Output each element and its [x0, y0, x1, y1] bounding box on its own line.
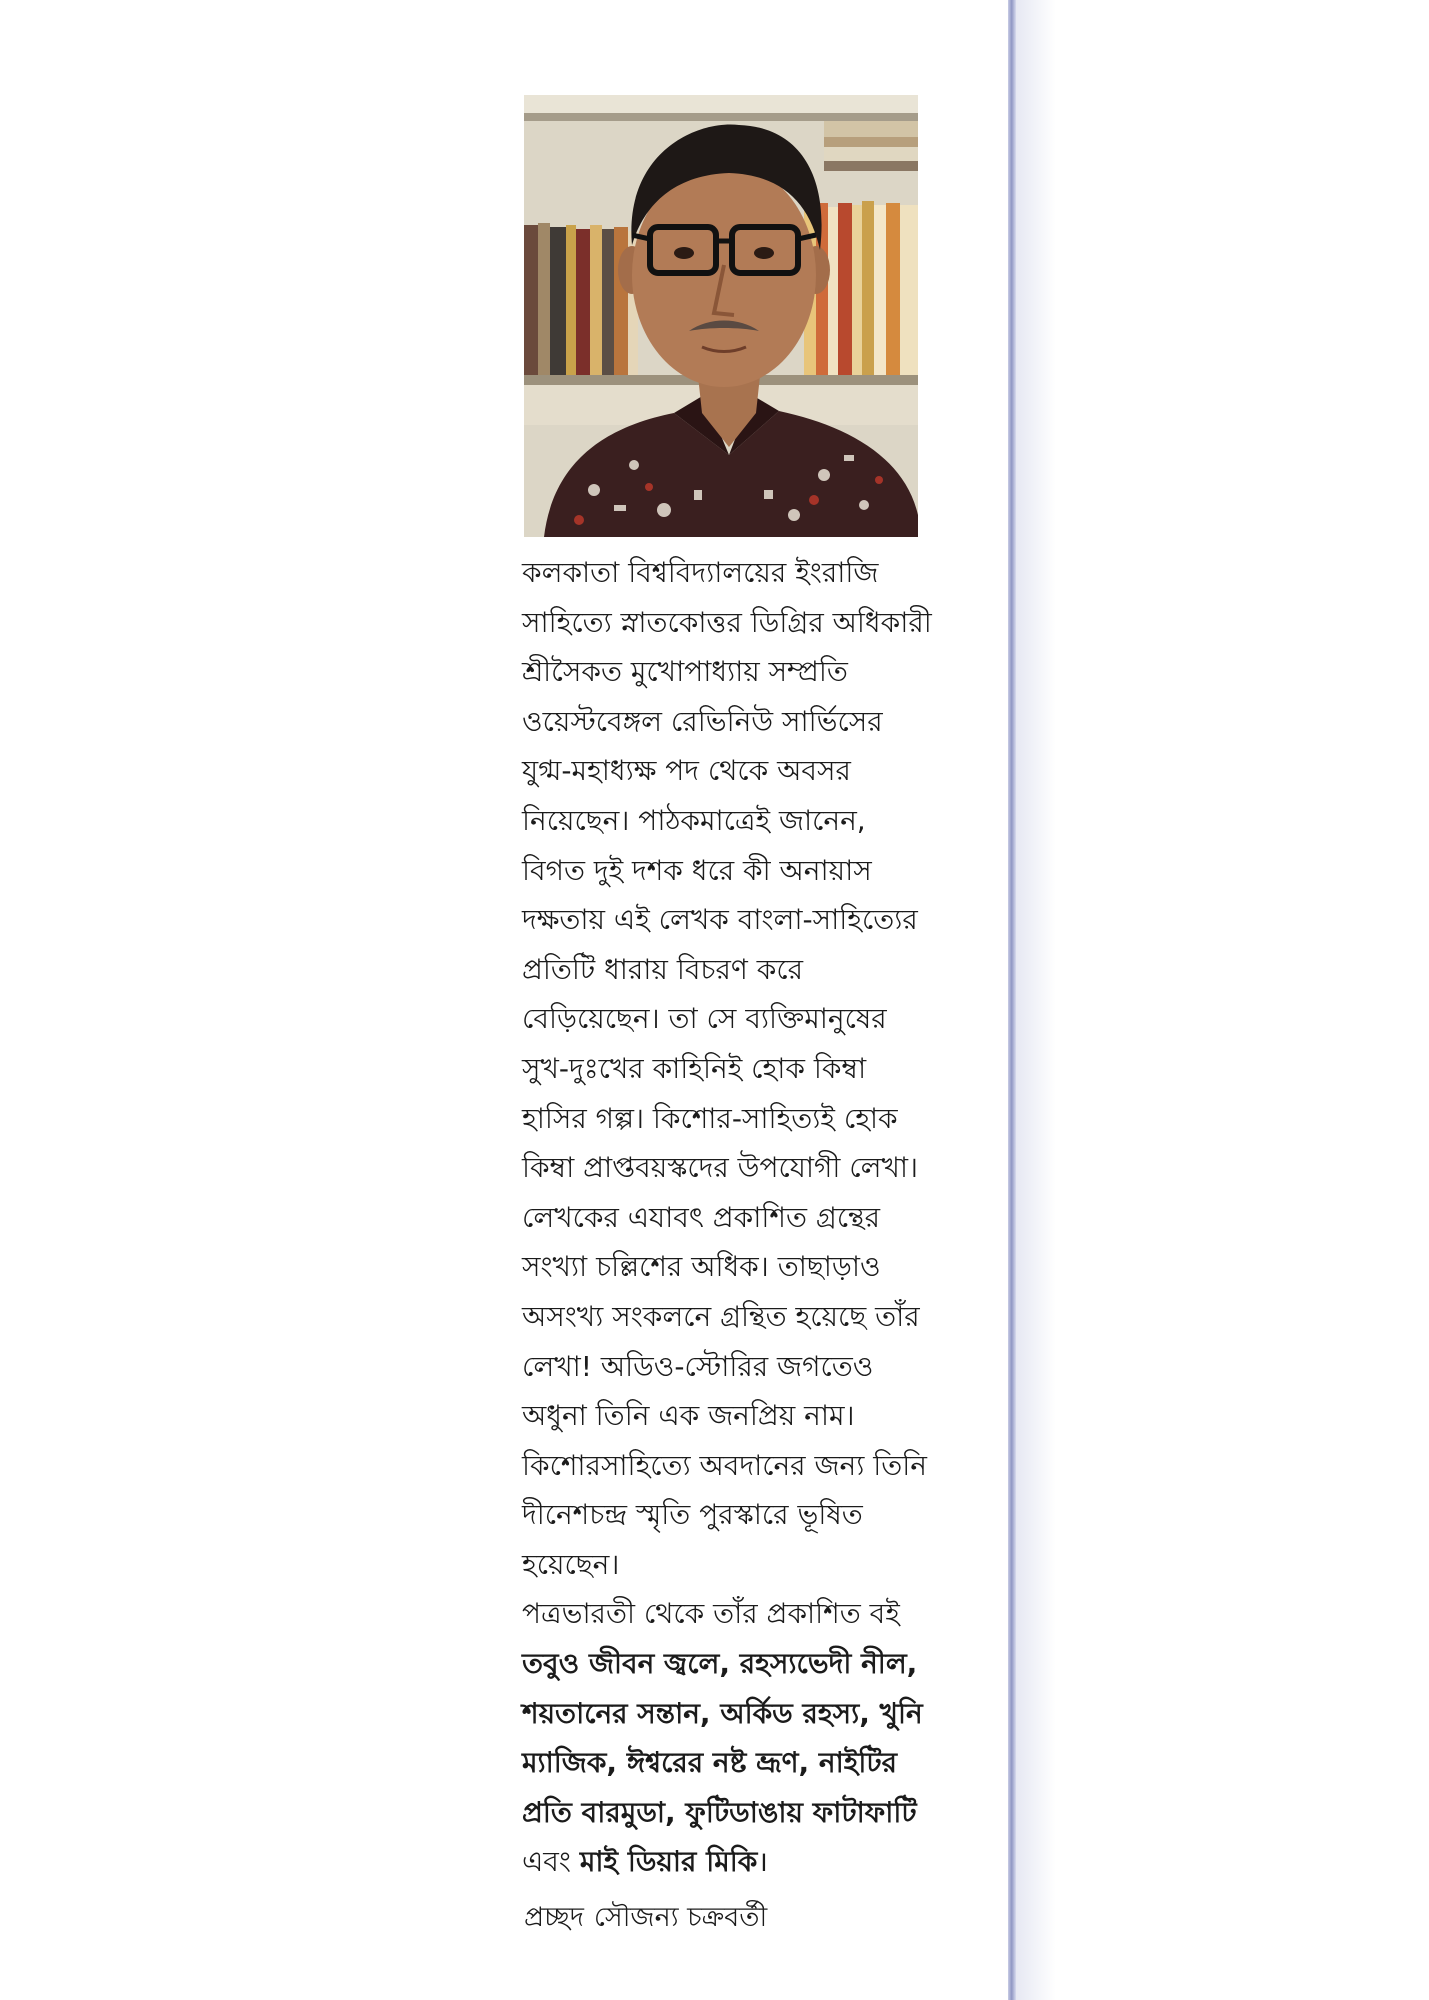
cover-credit-label: প্রচ্ছদ — [524, 1902, 584, 1933]
bio-line: ওয়েস্টবেঙ্গল রেভিনিউ সার্ভিসের — [522, 704, 883, 738]
author-photo — [524, 95, 918, 537]
bio-line: যুগ্ম-মহাধ্যক্ষ পদ থেকে অবসর — [522, 754, 851, 788]
page-fold-shadow — [1016, 0, 1056, 2000]
bio-line: দক্ষতায় এই লেখক বাংলা-সাহিত্যের — [522, 903, 918, 937]
bio-line: কিম্বা প্রাপ্তবয়স্কদের উপযোগী লেখা। — [522, 1151, 918, 1185]
bio-line: দীনেশচন্দ্র স্মৃতি পুরস্কারে ভূষিত — [522, 1498, 863, 1532]
bio-line: নিয়েছেন। পাঠকমাত্রেই জানেন, — [522, 803, 866, 837]
book-list-last-line — [522, 1837, 942, 1887]
bio-line: বিগত দুই দশক ধরে কী অনায়াস — [522, 853, 872, 887]
book-list-line: ম্যাজিক, ঈশ্বরের নষ্ট ভ্রূণ, নাইটির — [522, 1746, 898, 1780]
bio-line: প্রতিটি ধারায় বিচরণ করে — [522, 952, 803, 986]
cover-credit — [524, 1898, 767, 1938]
bio-line: অধুনা তিনি এক জনপ্রিয় নাম। — [522, 1399, 855, 1433]
bio-line: হয়েছেন। — [522, 1547, 620, 1581]
book-list-line: প্রতি বারমুডা, ফুটিডাঙায় ফাটাফাটি — [522, 1795, 917, 1829]
bio-line: সাহিত্যে স্নাতকোত্তর ডিগ্রির অধিকারী — [522, 605, 932, 639]
bio-line: লেখা! অডিও-স্টোরির জগতেও — [522, 1349, 874, 1383]
bio-line: বেড়িয়েছেন। তা সে ব্যক্তিমানুষের — [522, 1002, 887, 1036]
bio-line: লেখকের এযাবৎ প্রকাশিত গ্রন্থের — [522, 1200, 881, 1234]
bio-line: পত্রভারতী থেকে তাঁর প্রকাশিত বই — [522, 1597, 900, 1631]
page-fold-edge — [1008, 0, 1016, 2000]
bio-line: সুখ-দুঃখের কাহিনিই হোক কিম্বা — [522, 1051, 867, 1085]
bio-line: হাসির গল্প। কিশোর-সাহিত্যই হোক — [522, 1101, 898, 1135]
cover-designer-name: সৌজন্য চক্রবর্তী — [593, 1902, 768, 1933]
author-bio — [522, 548, 942, 1887]
bio-line: অসংখ্য সংকলনে গ্রন্থিত হয়েছে তাঁর — [522, 1299, 920, 1333]
last-line-suffix: । — [757, 1845, 768, 1879]
last-book-title: মাই ডিয়ার মিকি — [579, 1845, 758, 1879]
bio-line: শ্রীসৈকত মুখোপাধ্যায় সম্প্রতি — [522, 655, 848, 689]
bio-line: কিশোরসাহিত্যে অবদানের জন্য তিনি — [522, 1448, 928, 1482]
last-line-prefix: এবং — [522, 1845, 580, 1879]
book-list-line: শয়তানের সন্তান, অর্কিড রহস্য, খুনি — [522, 1696, 923, 1730]
bio-line: সংখ্যা চল্লিশের অধিক। তাছাড়াও — [522, 1250, 881, 1284]
bio-line: কলকাতা বিশ্ববিদ্যালয়ের ইংরাজি — [522, 556, 879, 589]
book-list-line: তবুও জীবন জ্বলে, রহস্যভেদী নীল, — [522, 1647, 918, 1681]
